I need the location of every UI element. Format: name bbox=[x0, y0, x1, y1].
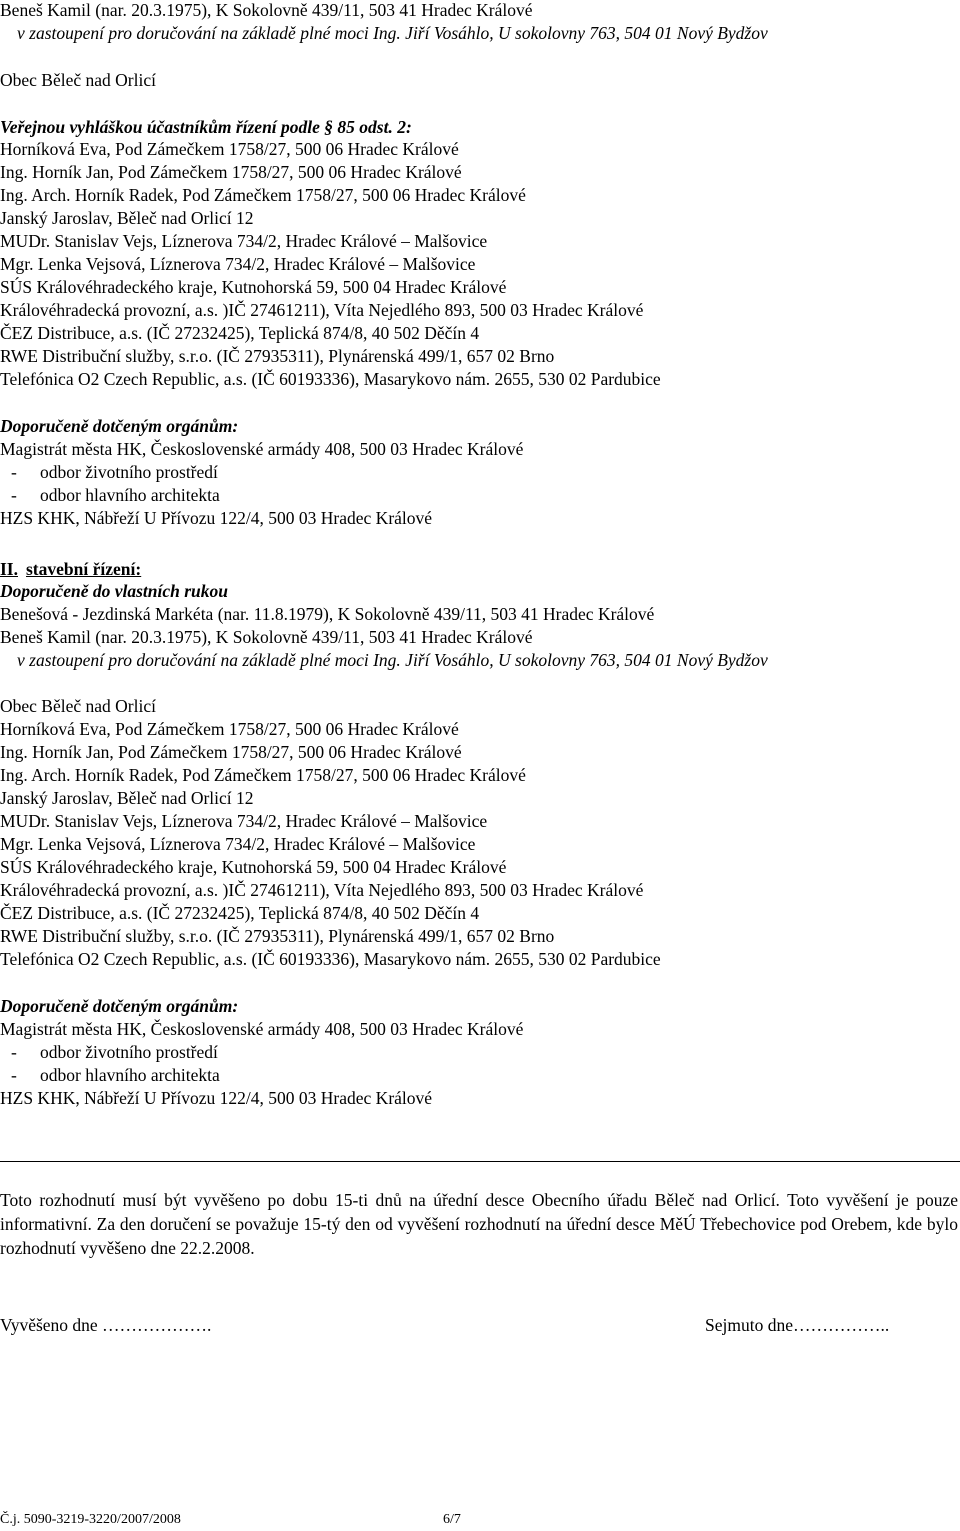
authorities-heading: Doporučeně dotčeným orgánům: bbox=[0, 996, 239, 1016]
list-item: ČEZ Distribuce, a.s. (IČ 27232425), Teplická 874/8, 40 502 Děčín 4 bbox=[0, 903, 480, 923]
posted-date-field: Vyvěšeno dne ………………. bbox=[0, 1315, 212, 1335]
list-item: Telefónica O2 Czech Republic, a.s. (IČ 60193336), Masarykovo nám. 2655, 530 02 Pardubice bbox=[0, 949, 661, 969]
list-item: MUDr. Stanislav Vejs, Líznerova 734/2, Hradec Králové – Malšovice bbox=[0, 231, 488, 251]
list-item: SÚS Královéhradeckého kraje, Kutnohorská 59, 500 04 Hradec Králové bbox=[0, 857, 507, 877]
department-item bbox=[11, 485, 220, 506]
public-notice-heading: Veřejnou vyhláškou účastníkům řízení podle § 85 odst. 2: bbox=[0, 117, 412, 137]
section-title: stavební řízení: bbox=[26, 559, 142, 579]
dash-marker: - bbox=[11, 485, 17, 505]
list-item: Janský Jaroslav, Běleč nad Orlicí 12 bbox=[0, 208, 254, 228]
list-item: Janský Jaroslav, Běleč nad Orlicí 12 bbox=[0, 788, 254, 808]
hzs-address: HZS KHK, Nábřeží U Přívozu 122/4, 500 03 Hradec Králové bbox=[0, 1088, 433, 1108]
reference-number: Č.j. 5090-3219-3220/2007/2008 bbox=[0, 1512, 181, 1527]
dash-marker: - bbox=[11, 1042, 17, 1062]
header-line-1: Beneš Kamil (nar. 20.3.1975), K Sokolovně 439/11, 503 41 Hradec Králové bbox=[0, 0, 533, 20]
horizontal-divider bbox=[0, 1161, 960, 1162]
list-item: MUDr. Stanislav Vejs, Líznerova 734/2, Hradec Králové – Malšovice bbox=[0, 811, 488, 831]
list-item: Královéhradecká provozní, a.s. )IČ 27461211), Víta Nejedlého 893, 500 03 Hradec Králové bbox=[0, 300, 644, 320]
dash-marker: - bbox=[11, 462, 17, 482]
recipient-line: Benešová - Jezdinská Markéta (nar. 11.8.1979), K Sokolovně 439/11, 503 41 Hradec Králové bbox=[0, 604, 655, 624]
section-heading bbox=[0, 559, 141, 580]
hzs-address: HZS KHK, Nábřeží U Přívozu 122/4, 500 03 Hradec Králové bbox=[0, 508, 433, 528]
department-label: odbor hlavního architekta bbox=[40, 1065, 220, 1085]
list-item: Telefónica O2 Czech Republic, a.s. (IČ 60193336), Masarykovo nám. 2655, 530 02 Pardubice bbox=[0, 369, 661, 389]
list-item: Ing. Horník Jan, Pod Zámečkem 1758/27, 500 06 Hradec Králové bbox=[0, 162, 462, 182]
representation-line: v zastoupení pro doručování na základě plné moci Ing. Jiří Vosáhlo, U sokolovny 763, 504 01 Nový Bydžov bbox=[17, 650, 768, 670]
department-item bbox=[11, 1065, 220, 1086]
magistrat-address: Magistrát města HK, Československé armády 408, 500 03 Hradec Králové bbox=[0, 439, 524, 459]
list-item: Ing. Arch. Horník Radek, Pod Zámečkem 1758/27, 500 06 Hradec Králové bbox=[0, 765, 526, 785]
department-item bbox=[11, 1042, 218, 1063]
page-number: 6/7 bbox=[443, 1512, 461, 1527]
department-item bbox=[11, 462, 218, 483]
header-line-2: v zastoupení pro doručování na základě plné moci Ing. Jiří Vosáhlo, U sokolovny 763, 504 01 Nový Bydžov bbox=[17, 23, 768, 43]
list-item: Horníková Eva, Pod Zámečkem 1758/27, 500 06 Hradec Králové bbox=[0, 139, 459, 159]
section-number: II. bbox=[0, 559, 18, 579]
header-line-3: Obec Běleč nad Orlicí bbox=[0, 70, 156, 90]
list-item: Mgr. Lenka Vejsová, Líznerova 734/2, Hradec Králové – Malšovice bbox=[0, 254, 476, 274]
dash-marker: - bbox=[11, 1065, 17, 1085]
department-label: odbor hlavního architekta bbox=[40, 485, 220, 505]
list-item: RWE Distribuční služby, s.r.o. (IČ 27935311), Plynárenská 499/1, 657 02 Brno bbox=[0, 926, 555, 946]
magistrat-address: Magistrát města HK, Československé armády 408, 500 03 Hradec Králové bbox=[0, 1019, 524, 1039]
list-item: ČEZ Distribuce, a.s. (IČ 27232425), Teplická 874/8, 40 502 Děčín 4 bbox=[0, 323, 480, 343]
section-subheading: Doporučeně do vlastních rukou bbox=[0, 581, 229, 601]
list-item: RWE Distribuční služby, s.r.o. (IČ 27935311), Plynárenská 499/1, 657 02 Brno bbox=[0, 346, 555, 366]
authorities-heading: Doporučeně dotčeným orgánům: bbox=[0, 416, 239, 436]
posting-notice: Toto rozhodnutí musí být vyvěšeno po dobu 15-ti dnů na úřední desce Obecního úřadu Běleč nad Orlicí. Toto vyvěšení je pouze informativní. Za den doručení se považuje 15-tý den od vyvěšení rozhodnutí na úřední desce MěÚ Třebechovice pod Orebem, kde bylo rozhodnutí vyvěšeno dne 22.2.2008. bbox=[0, 1190, 958, 1258]
recipient-line: Obec Běleč nad Orlicí bbox=[0, 696, 156, 716]
removed-date-field: Sejmuto dne…………….. bbox=[705, 1315, 890, 1335]
department-label: odbor životního prostředí bbox=[40, 462, 218, 482]
list-item: Ing. Horník Jan, Pod Zámečkem 1758/27, 500 06 Hradec Králové bbox=[0, 742, 462, 762]
recipient-line: Beneš Kamil (nar. 20.3.1975), K Sokolovně 439/11, 503 41 Hradec Králové bbox=[0, 627, 533, 647]
list-item: Mgr. Lenka Vejsová, Líznerova 734/2, Hradec Králové – Malšovice bbox=[0, 834, 476, 854]
list-item: Ing. Arch. Horník Radek, Pod Zámečkem 1758/27, 500 06 Hradec Králové bbox=[0, 185, 526, 205]
list-item: SÚS Královéhradeckého kraje, Kutnohorská 59, 500 04 Hradec Králové bbox=[0, 277, 507, 297]
list-item: Královéhradecká provozní, a.s. )IČ 27461211), Víta Nejedlého 893, 500 03 Hradec Králové bbox=[0, 880, 644, 900]
department-label: odbor životního prostředí bbox=[40, 1042, 218, 1062]
list-item: Horníková Eva, Pod Zámečkem 1758/27, 500 06 Hradec Králové bbox=[0, 719, 459, 739]
